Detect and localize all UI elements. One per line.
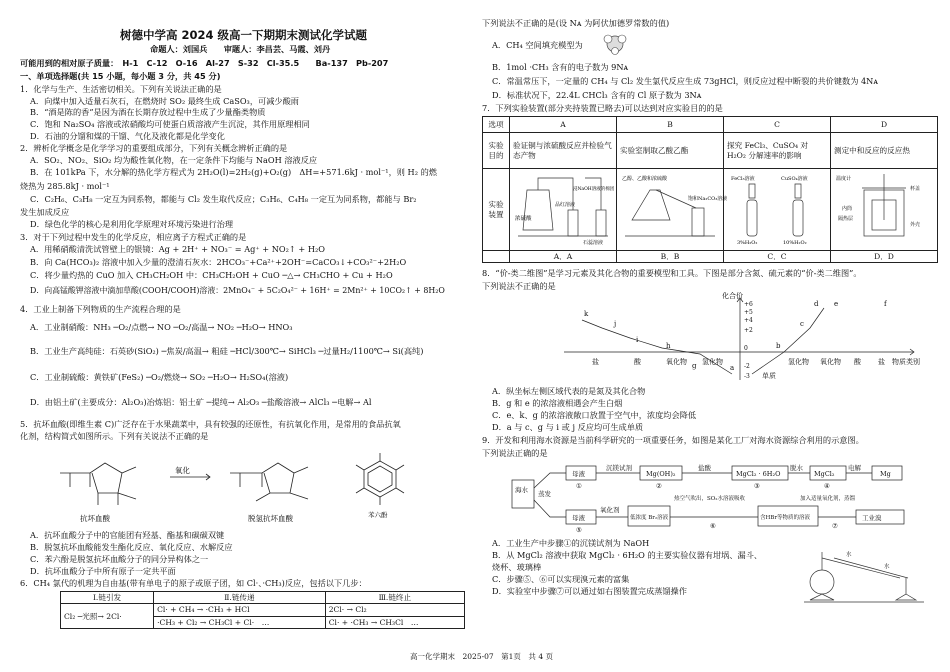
ascorbic-acid-label: 抗坏血酸 bbox=[80, 514, 110, 523]
fig-text: 内筒 bbox=[842, 206, 853, 213]
fig-text: 浸NaOH溶液的棉团 bbox=[573, 187, 615, 193]
q3-option-c: C．将少量灼热的 CuO 加入 CH₃CH₂OH 中：CH₃CH₂OH + CuO ─△→ CH₃CHO + Cu + H₂O bbox=[30, 270, 393, 280]
point-label: i bbox=[636, 336, 639, 344]
q9-option-a: A．工业生产中步骤①的沉镁试剂为 NaOH bbox=[492, 538, 650, 548]
q9-option-b: B．从 MgCl₂ 溶液中获取 MgCl₂ · 6H₂O 的主要实验仪器有坩埚、漏斗、 bbox=[492, 550, 763, 560]
point-label: d bbox=[814, 300, 819, 308]
fig-text: 温度计 bbox=[836, 176, 852, 183]
q7-experiment-table bbox=[482, 116, 938, 263]
q5-option-c: C．苯六酚是脱氢抗坏血酸分子的同分异构体之一 bbox=[30, 554, 209, 564]
fig-text: 乙醇、乙酸和浓硫酸 bbox=[622, 176, 668, 183]
q2-option-a: A．SO₂、NO₂、SiO₂ 均为酸性氧化物，在一定条件下均能与 NaOH 溶液反应 bbox=[30, 155, 318, 165]
q7-header: A bbox=[510, 117, 617, 133]
point-label: h bbox=[666, 342, 671, 350]
q2-stem: 2．辨析化学概念是化学学习的重要组成部分，下列有关概念辨析正确的是 bbox=[20, 143, 288, 153]
q6-cell: 2Cl· → Cl₂ bbox=[325, 604, 464, 616]
q7-device-d bbox=[831, 169, 938, 251]
q1-option-b: B．“酒是陈的香”是因为酒在长期存放过程中生成了少量酯类物质 bbox=[30, 107, 266, 117]
q7-caption-blank bbox=[483, 251, 510, 263]
q1-option-d: D．石油的分馏和煤的干馏、气化及液化都是化学变化 bbox=[30, 131, 225, 141]
page-footer: 高一化学期末 2025-07 第1页 共 4 页 bbox=[410, 652, 553, 661]
q6-option-a: A．CH₄ 空间填充模型为 bbox=[492, 40, 583, 50]
y-axis-title: 化合价 bbox=[722, 292, 743, 300]
point-label: j bbox=[614, 320, 617, 328]
q6-cell: Cl· + ·CH₃ → CH₃Cl … bbox=[325, 616, 464, 628]
q4-option-c: C．工业制硫酸：黄铁矿(FeS₂) ─O₂/燃烧→ SO₂ ─H₂O→ H₂SO₄(溶液) bbox=[30, 372, 289, 382]
device-a-figure bbox=[513, 170, 613, 246]
q4-stem: 4．工业上制备下列物质的生产流程合理的是 bbox=[20, 304, 181, 314]
q7-device-c bbox=[724, 169, 831, 251]
q6-cell: Cl· + CH₄ → ·CH₃ + HCl bbox=[154, 604, 326, 616]
dehydroascorbic-acid-label: 脱氢抗坏血酸 bbox=[248, 514, 293, 523]
q7-header: D bbox=[831, 117, 938, 133]
q7-device-label: 实验装置 bbox=[483, 169, 510, 251]
cat-label: 氢化物 bbox=[788, 358, 809, 366]
oxidation-label: 氧化 bbox=[175, 466, 190, 475]
q1-stem: 1．化学与生产、生活密切相关。下列有关说法正确的是 bbox=[20, 84, 222, 94]
fig-text: 浓硫酸 bbox=[515, 216, 532, 223]
flow-num: ① bbox=[576, 482, 582, 490]
q5-stem-2: 化剂，结构简式如图所示。下列有关说法不正确的是 bbox=[20, 431, 209, 441]
q2-option-b: B．在 101kPa 下，水分解的热化学方程式为 2H₂O(l)=2H₂(g)+O₂(g) ΔH=+571.6kJ · mol⁻¹，则 H₂ 的燃 bbox=[30, 167, 437, 177]
q2-option-b-cont: 烧热为 285.8kJ · mol⁻¹ bbox=[20, 181, 110, 191]
valence-class-diagram bbox=[562, 292, 932, 384]
section-heading: 一、单项选择题(共 15 小题，每小题 3 分，共 45 分) bbox=[20, 71, 221, 81]
point-label: g bbox=[692, 362, 697, 370]
q5-option-a: A．抗坏血酸分子中的官能团有羟基、酯基和碳碳双键 bbox=[30, 530, 225, 540]
q2-option-d: D．绿色化学的核心是利用化学原理对环境污染进行治理 bbox=[30, 219, 234, 229]
flow-mother1: 母液 bbox=[572, 470, 585, 478]
flow-mgcl6: MgCl₂ · 6H₂O bbox=[736, 470, 781, 478]
cat-label: 单质 bbox=[762, 372, 776, 380]
tick: +6 bbox=[744, 301, 753, 308]
q5-option-b: B．脱氢抗坏血酸能发生酯化反应、氧化反应、水解反应 bbox=[30, 542, 233, 552]
q8-stem-2: 下列说法不正确的是 bbox=[482, 281, 556, 291]
q8-option-c: C．e、k、g 的浓溶液敞口放置于空气中，浓度均会降低 bbox=[492, 410, 697, 420]
q6-cont: 下列说法不正确的是(设 Nᴀ 为阿伏加德罗常数的值) bbox=[482, 18, 670, 28]
flow-addcl: 加入适量氧化剂，蒸馏 bbox=[800, 496, 856, 502]
tick: 0 bbox=[744, 345, 748, 352]
flow-electrolysis: 电解 bbox=[848, 464, 861, 472]
q7-purpose-a: 验证铜与浓硫酸反应并检验气态产物 bbox=[510, 133, 617, 169]
flow-dehydrate: 脱水 bbox=[790, 464, 803, 472]
q6-header-termination: Ⅲ.链终止 bbox=[325, 592, 464, 604]
q5-stem-1: 5．抗坏血酸(即维生素 C)广泛存在于水果蔬菜中，具有较强的还原性，有抗氧化作用，是常用的食品抗氧 bbox=[20, 419, 401, 429]
cat-label: 氢化物 bbox=[702, 358, 723, 366]
point-label: f bbox=[884, 300, 887, 308]
q8-stem-1: 8．“价-类二维图”是学习元素及其化合物的重要模型和工具。下图是部分含氮、硫元素的“价-类二维图”。 bbox=[482, 268, 862, 278]
tick: -3 bbox=[744, 373, 750, 380]
q4-option-d: D．由铝土矿(主要成分：Al₂O₃)冶炼铝：铝土矿 ─提纯→ Al₂O₃ ─盐酸溶液→ AlCl₃ ─电解→ Al bbox=[30, 397, 372, 407]
fig-text: 品红溶液 bbox=[555, 202, 576, 209]
flow-num: ③ bbox=[754, 482, 760, 490]
q3-option-b: B．向 Ca(HCO₃)₂ 溶液中加入少量的澄清石灰水：2HCO₃⁻+Ca²⁺+2OH⁻=CaCO₃↓+CO₃²⁻+2H₂O bbox=[30, 257, 407, 267]
q7-device-b bbox=[617, 169, 728, 251]
cat-label: 氧化物 bbox=[820, 358, 841, 366]
q9-stem-1: 9．开发和利用海水资源是当前科学研究的一项重要任务，如图是某化工厂对海水资源综合利用的示意图。 bbox=[482, 435, 864, 445]
q9-stem-2: 下列说法正确的是 bbox=[482, 448, 548, 458]
q7-device-a bbox=[510, 169, 617, 251]
flow-sedi: 沉镁试剂 bbox=[606, 464, 632, 472]
device-d-figure bbox=[834, 170, 934, 246]
flow-hcl: 盐酸 bbox=[698, 464, 711, 472]
q7-purpose-d: 测定中和反应的反应热 bbox=[831, 133, 938, 169]
q6-cell: ·CH₃ + Cl₂ → CH₃Cl + Cl· … bbox=[154, 616, 326, 628]
flow-mgoh: Mg(OH)₂ bbox=[646, 470, 676, 478]
flow-hbr: 含HBr等物质的溶液 bbox=[760, 515, 810, 521]
q7-stem: 7．下列实验装置(部分夹持装置已略去)可以达到对应实验目的的是 bbox=[482, 103, 723, 113]
authors: 命题人：刘国兵 审题人：李昌芸、马霞、刘丹 bbox=[150, 44, 331, 54]
q9-option-b-cont: 烧杯、玻璃棒 bbox=[492, 562, 542, 572]
fig-text: 杯盖 bbox=[910, 186, 921, 193]
q2-option-c: C．C₂H₆、C₃H₈ 一定互为同系物，都能与 Cl₂ 发生取代反应；C₃H₆、C₄H₈ 一定互为同系物，都能与 Br₂ bbox=[30, 194, 417, 204]
flow-indbr: 工业溴 bbox=[862, 514, 882, 522]
q7-header: C bbox=[724, 117, 831, 133]
cat-label: 氧化物 bbox=[666, 358, 687, 366]
q6-option-b: B．1mol ·CH₃ 含有的电子数为 9Nᴀ bbox=[492, 62, 629, 72]
q6-header-initiation: Ⅰ.链引发 bbox=[61, 592, 154, 604]
flow-mother2: 母液 bbox=[572, 514, 585, 522]
q3-stem: 3．对于下列过程中发生的化学反应，相应离子方程式正确的是 bbox=[20, 232, 247, 242]
point-label: b bbox=[776, 342, 781, 350]
q4-option-a: A．工业制硝酸：NH₃ ─O₂/点燃→ NO ─O₂/高温→ NO₂ ─H₂O→ HNO₃ bbox=[30, 322, 293, 332]
flow-num: ④ bbox=[824, 482, 830, 490]
q6-stem: 6．CH₄ 氯代的机理为自由基(带有单电子的原子或原子团，如 Cl·、·CH₃)反应，包括以下几步： bbox=[20, 578, 367, 588]
q2-option-c-cont: 发生加成反应 bbox=[20, 207, 70, 217]
tick: +5 bbox=[744, 309, 753, 316]
ch4-model-icon bbox=[600, 32, 630, 54]
flow-num: ② bbox=[656, 482, 662, 490]
flow-mgcl2: MgCl₂ bbox=[814, 470, 835, 478]
flow-seawater: 海水 bbox=[515, 486, 528, 494]
q5-option-d: D．抗坏血酸分子中所有原子一定共平面 bbox=[30, 566, 176, 576]
q7-caption-a[interactable]: A．A bbox=[510, 251, 617, 263]
q7-header: B bbox=[617, 117, 724, 133]
point-label: a bbox=[730, 364, 735, 372]
point-label: c bbox=[800, 320, 804, 328]
fig-text: 石蕊溶液 bbox=[583, 240, 604, 247]
tick: +4 bbox=[744, 317, 753, 324]
flow-num: ⑤ bbox=[576, 526, 582, 534]
q6-header-propagation: Ⅱ.链传递 bbox=[154, 592, 326, 604]
q8-option-b: B．g 和 e 的浓溶液相遇会产生白烟 bbox=[492, 398, 623, 408]
cat-label: 酸 bbox=[854, 358, 861, 366]
q1-option-a: A．向煤中加入适量石灰石，在燃烧时 SO₂ 最终生成 CaSO₃，可减少酸雨 bbox=[30, 96, 299, 106]
q6-option-d: D．标准状况下，22.4L CHCl₃ 含有的 Cl 原子数为 3Nᴀ bbox=[492, 90, 702, 100]
distillation-apparatus bbox=[800, 538, 930, 604]
device-b-figure bbox=[620, 170, 728, 246]
page-title: 树德中学高 2024 级高一下期期末测试化学试题 bbox=[120, 28, 368, 42]
flow-evaporate: 蒸发 bbox=[538, 490, 551, 498]
fig-text: FeCl₃溶液 bbox=[731, 176, 755, 183]
point-label: k bbox=[584, 310, 589, 318]
tick: -2 bbox=[744, 363, 750, 370]
flow-air: 热空气吹出，SO₂水溶液吸收 bbox=[674, 496, 745, 502]
q7-caption-c[interactable]: C．C bbox=[724, 251, 831, 263]
flow-num: ⑦ bbox=[832, 522, 838, 530]
q7-purpose-c: 探究 FeCl₃、CuSO₄ 对 H₂O₂ 分解速率的影响 bbox=[724, 133, 831, 169]
fig-text: 外壳 bbox=[910, 222, 921, 229]
fig-text: 3%H₂O₂ bbox=[737, 240, 758, 247]
q4-option-b: B．工业生产高纯硅：石英砂(SiO₂) ─焦炭/高温→ 粗硅 ─HCl/300℃→ SiHCl₃ ─过量H₂/1100℃→ Si(高纯) bbox=[30, 346, 424, 356]
q7-purpose-b: 实验室制取乙酸乙酯 bbox=[617, 133, 724, 169]
flow-oxidant: 氧化剂 bbox=[600, 506, 620, 514]
q6-cell: Cl₂ ─光照→ 2Cl· bbox=[61, 604, 154, 629]
point-label: e bbox=[834, 300, 839, 308]
q3-option-d: D．向高锰酸钾溶液中滴加草酸(COOH/COOH)溶液：2MnO₄⁻ + 5C₂O₄²⁻ + 16H⁺ = 2Mn²⁺ + 10CO₂↑ + 8H₂O bbox=[30, 286, 445, 295]
fig-text: 10%H₂O₂ bbox=[783, 240, 807, 247]
cat-label: 物质类别 bbox=[892, 358, 920, 366]
cat-label: 盐 bbox=[878, 358, 885, 366]
q1-option-c: C．饱和 Na₂SO₄ 溶液或浓硝酸均可使蛋白质溶液产生沉淀，其作用原理相同 bbox=[30, 119, 310, 129]
q3-option-a: A．用稀硝酸清洗试管壁上的银镜：Ag + 2H⁺ + NO₃⁻ = Ag⁺ + NO₂↑ + H₂O bbox=[30, 244, 325, 254]
water-label: 水 bbox=[884, 564, 890, 570]
q9-option-d: D．实验室中步骤⑦可以通过如右图装置完成蒸馏操作 bbox=[492, 586, 687, 596]
flow-num: ⑥ bbox=[710, 522, 716, 530]
q6-option-c: C．常温常压下，一定量的 CH₄ 与 Cl₂ 发生氯代反应生成 73gHCl，则反应过程中断裂的共价键数为 4Nᴀ bbox=[492, 76, 878, 86]
q7-purpose-label: 实验目的 bbox=[483, 133, 510, 169]
tick: +2 bbox=[744, 327, 753, 334]
benzenehexol-label: 苯六酚 bbox=[368, 511, 388, 519]
q7-caption-b[interactable]: B．B bbox=[617, 251, 724, 263]
q8-option-d: D．a 与 c、g 与 i 或 j 反应均可生成单质 bbox=[492, 422, 644, 432]
seawater-flow-diagram bbox=[510, 462, 920, 532]
q8-option-a: A．纵坐标左侧区域代表的是氮及其化合物 bbox=[492, 386, 646, 396]
q7-header: 选项 bbox=[483, 117, 510, 133]
device-c-figure bbox=[727, 170, 827, 246]
fig-text: 隔热层 bbox=[838, 216, 854, 223]
atomic-masses: 可能用到的相对原子质量： H-1 C-12 O-16 Al-27 S-32 Cl-35.5 Ba-137 Pb-207 bbox=[20, 58, 389, 68]
q9-option-c: C．步骤⑤、⑥可以实现溴元素的富集 bbox=[492, 574, 630, 584]
water-label: 水 bbox=[846, 552, 852, 558]
fig-text: 饱和Na₂CO₃溶液 bbox=[688, 196, 728, 203]
fig-text: CuSO₄溶液 bbox=[781, 176, 808, 183]
q6-mechanism-table bbox=[60, 591, 465, 629]
cat-label: 盐 bbox=[592, 358, 599, 366]
cat-label: 酸 bbox=[634, 358, 641, 366]
vitamin-c-structures bbox=[50, 443, 470, 523]
flow-mg: Mg bbox=[880, 470, 891, 478]
q7-caption-d[interactable]: D．D bbox=[831, 251, 938, 263]
flow-lowbr: 低浓度 Br₂溶液 bbox=[630, 515, 669, 521]
